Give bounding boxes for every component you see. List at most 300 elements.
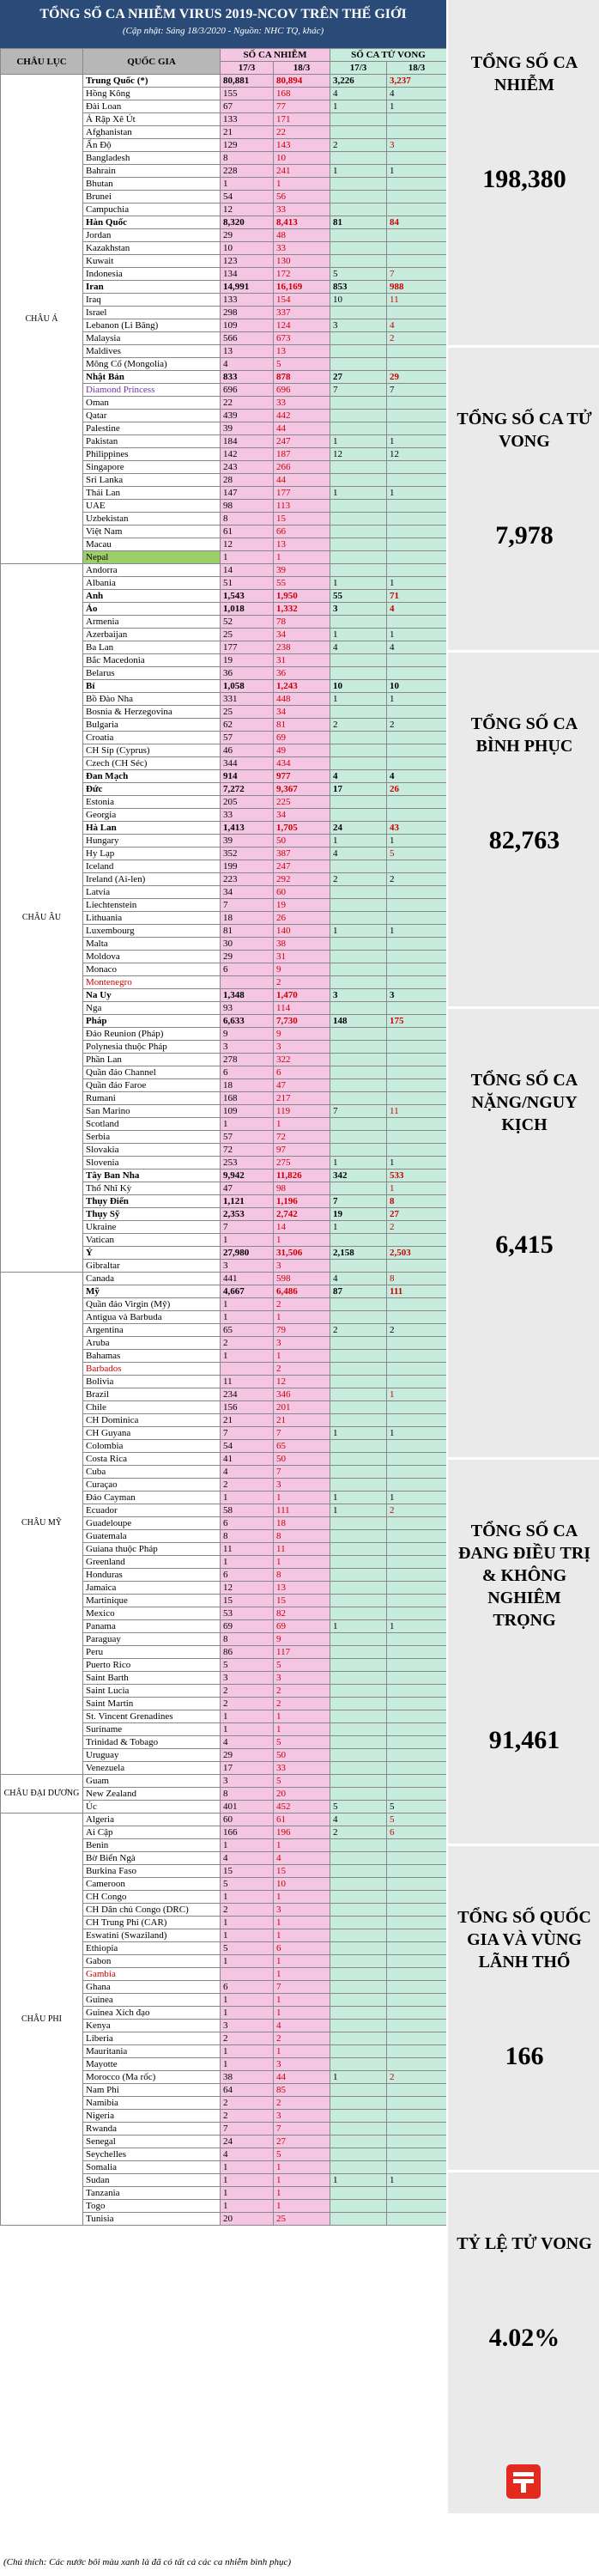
deaths-18-3 <box>387 1878 447 1891</box>
deaths-18-3 <box>387 1852 447 1865</box>
deaths-17-3 <box>330 410 387 422</box>
deaths-17-3 <box>330 1569 387 1582</box>
infected-18-3: 50 <box>274 835 330 848</box>
deaths-18-3 <box>387 616 447 629</box>
deaths-17-3 <box>330 461 387 474</box>
deaths-17-3: 27 <box>330 371 387 384</box>
date-header: 17/3 <box>221 62 274 75</box>
deaths-18-3: 1 <box>387 835 447 848</box>
deaths-17-3 <box>330 242 387 255</box>
infected-17-3: 7 <box>221 899 274 912</box>
country-name: Georgia <box>83 809 221 822</box>
country-name: Morocco (Ma rốc) <box>83 2071 221 2084</box>
deaths-17-3 <box>330 2110 387 2123</box>
deaths-18-3 <box>387 126 447 139</box>
deaths-18-3 <box>387 1414 447 1427</box>
country-name: Nga <box>83 1002 221 1015</box>
deaths-18-3: 3 <box>387 989 447 1002</box>
deaths-18-3: 2 <box>387 1221 447 1234</box>
summary-value: 82,763 <box>488 826 560 854</box>
infected-17-3: 1 <box>221 2058 274 2071</box>
deaths-18-3 <box>387 1942 447 1955</box>
deaths-17-3 <box>330 667 387 680</box>
deaths-17-3 <box>330 152 387 165</box>
infected-18-3: 1 <box>274 2161 330 2174</box>
country-name: Maldives <box>83 345 221 358</box>
country-name: Nigeria <box>83 2110 221 2123</box>
infected-18-3: 56 <box>274 191 330 204</box>
country-name: Việt Nam <box>83 526 221 538</box>
country-name: Bỉ <box>83 680 221 693</box>
deaths-18-3: 1 <box>387 1182 447 1195</box>
infected-18-3: 50 <box>274 1749 330 1762</box>
country-name: Na Uy <box>83 989 221 1002</box>
infected-18-3: 36 <box>274 667 330 680</box>
country-name: Bờ Biển Ngà <box>83 1852 221 1865</box>
deaths-17-3 <box>330 1066 387 1079</box>
infected-17-3: 147 <box>221 487 274 500</box>
infected-18-3: 3 <box>274 1904 330 1917</box>
deaths-18-3 <box>387 1904 447 1917</box>
infected-17-3: 13 <box>221 345 274 358</box>
country-name: Barbados <box>83 1363 221 1376</box>
deaths-18-3 <box>387 1633 447 1646</box>
country-name: Đảo Cayman <box>83 1492 221 1504</box>
infected-17-3: 177 <box>221 641 274 654</box>
country-name: Azerbaijan <box>83 629 221 641</box>
infected-17-3: 29 <box>221 1749 274 1762</box>
infected-18-3: 44 <box>274 474 330 487</box>
infected-17-3: 8 <box>221 513 274 526</box>
infected-17-3: 93 <box>221 1002 274 1015</box>
infected-18-3: 9 <box>274 1028 330 1041</box>
infected-17-3: 123 <box>221 255 274 268</box>
infected-17-3: 4,667 <box>221 1285 274 1298</box>
infected-17-3: 1 <box>221 1118 274 1131</box>
infected-18-3: 19 <box>274 899 330 912</box>
deaths-18-3 <box>387 1659 447 1672</box>
deaths-17-3 <box>330 229 387 242</box>
page-title: TỔNG SỐ CA NHIỄM VIRUS 2019-NCOV TRÊN THẾ GIỚI <box>39 7 407 21</box>
deaths-18-3 <box>387 513 447 526</box>
infected-18-3: 38 <box>274 938 330 951</box>
country-name: Guadeloupe <box>83 1517 221 1530</box>
country-name: Đức <box>83 783 221 796</box>
infected-17-3: 133 <box>221 113 274 126</box>
country-name: Đan Mạch <box>83 770 221 783</box>
deaths-18-3 <box>387 1917 447 1929</box>
infected-18-3: 34 <box>274 629 330 641</box>
infected-18-3: 66 <box>274 526 330 538</box>
deaths-18-3 <box>387 255 447 268</box>
deaths-18-3: 11 <box>387 294 447 307</box>
infected-18-3: 3 <box>274 1041 330 1054</box>
deaths-17-3 <box>330 1530 387 1543</box>
country-name: Guinea <box>83 1994 221 2007</box>
country-name: Sri Lanka <box>83 474 221 487</box>
infected-18-3: 143 <box>274 139 330 152</box>
deaths-18-3 <box>387 912 447 925</box>
deaths-17-3 <box>330 2045 387 2058</box>
infected-18-3: 171 <box>274 113 330 126</box>
column-header-infected: SỐ CA NHIỄM <box>221 49 330 62</box>
country-name: Áo <box>83 603 221 616</box>
country-name: Antigua và Barbuda <box>83 1311 221 1324</box>
deaths-18-3 <box>387 397 447 410</box>
infected-17-3: 17 <box>221 1762 274 1775</box>
infected-18-3: 33 <box>274 204 330 216</box>
infected-18-3: 275 <box>274 1157 330 1170</box>
country-name: Jamaica <box>83 1582 221 1595</box>
infected-17-3: 1 <box>221 2200 274 2213</box>
deaths-17-3: 19 <box>330 1208 387 1221</box>
deaths-18-3 <box>387 899 447 912</box>
deaths-18-3 <box>387 1234 447 1247</box>
country-name: Qatar <box>83 410 221 422</box>
deaths-17-3 <box>330 1698 387 1710</box>
infected-17-3: 1 <box>221 2174 274 2187</box>
deaths-18-3: 7 <box>387 384 447 397</box>
deaths-18-3 <box>387 1955 447 1968</box>
infected-18-3: 16,169 <box>274 281 330 294</box>
data-table-container <box>0 48 446 2226</box>
country-name: Albania <box>83 577 221 590</box>
country-name: CH Guyana <box>83 1427 221 1440</box>
infected-17-3: 2 <box>221 1479 274 1492</box>
deaths-17-3 <box>330 1582 387 1595</box>
country-name: Israel <box>83 307 221 319</box>
country-name: Uzbekistan <box>83 513 221 526</box>
infected-17-3: 7,272 <box>221 783 274 796</box>
infected-18-3: 117 <box>274 1646 330 1659</box>
infected-17-3: 441 <box>221 1273 274 1285</box>
infected-18-3: 8 <box>274 1569 330 1582</box>
country-name: Nhật Bản <box>83 371 221 384</box>
infected-18-3: 1 <box>274 1350 330 1363</box>
deaths-18-3 <box>387 538 447 551</box>
country-name: Curaçao <box>83 1479 221 1492</box>
deaths-18-3 <box>387 744 447 757</box>
infected-18-3: 15 <box>274 1595 330 1607</box>
summary-box <box>448 0 599 348</box>
infected-18-3: 1 <box>274 2187 330 2200</box>
infected-18-3: 1 <box>274 551 330 564</box>
deaths-17-3 <box>330 1466 387 1479</box>
infected-18-3: 18 <box>274 1517 330 1530</box>
infected-18-3: 13 <box>274 538 330 551</box>
summary-panel <box>446 0 599 2516</box>
infected-17-3 <box>221 1968 274 1981</box>
country-name: Gabon <box>83 1955 221 1968</box>
infected-18-3: 79 <box>274 1324 330 1337</box>
infected-17-3: 344 <box>221 757 274 770</box>
infected-17-3: 2,353 <box>221 1208 274 1221</box>
infected-17-3: 168 <box>221 1092 274 1105</box>
infected-18-3: 238 <box>274 641 330 654</box>
deaths-17-3: 10 <box>330 680 387 693</box>
infected-17-3: 7 <box>221 1427 274 1440</box>
infected-18-3: 113 <box>274 500 330 513</box>
country-name: Mexico <box>83 1607 221 1620</box>
infected-18-3: 15 <box>274 1865 330 1878</box>
infected-18-3: 3 <box>274 1479 330 1492</box>
deaths-18-3 <box>387 796 447 809</box>
deaths-17-3: 1 <box>330 577 387 590</box>
deaths-17-3 <box>330 126 387 139</box>
country-name: Brazil <box>83 1388 221 1401</box>
infected-18-3: 201 <box>274 1401 330 1414</box>
deaths-17-3 <box>330 1968 387 1981</box>
infected-17-3: 7 <box>221 1221 274 1234</box>
infected-17-3: 7 <box>221 2123 274 2136</box>
infected-18-3: 50 <box>274 1453 330 1466</box>
deaths-17-3: 1 <box>330 693 387 706</box>
deaths-17-3 <box>330 2084 387 2097</box>
country-name: Thổ Nhĩ Kỳ <box>83 1182 221 1195</box>
deaths-17-3 <box>330 1852 387 1865</box>
infected-17-3: 80,881 <box>221 75 274 88</box>
deaths-17-3 <box>330 307 387 319</box>
deaths-18-3 <box>387 1723 447 1736</box>
infected-18-3: 172 <box>274 268 330 281</box>
deaths-17-3 <box>330 513 387 526</box>
country-name: Macau <box>83 538 221 551</box>
deaths-18-3: 4 <box>387 770 447 783</box>
country-name: Pháp <box>83 1015 221 1028</box>
infected-17-3: 25 <box>221 706 274 719</box>
infected-18-3: 65 <box>274 1440 330 1453</box>
country-name: Eswatini (Swaziland) <box>83 1929 221 1942</box>
infected-18-3: 5 <box>274 1775 330 1788</box>
infected-18-3: 1 <box>274 178 330 191</box>
infected-18-3: 387 <box>274 848 330 860</box>
infected-18-3: 77 <box>274 100 330 113</box>
infected-17-3: 12 <box>221 204 274 216</box>
deaths-17-3 <box>330 2148 387 2161</box>
deaths-18-3: 2 <box>387 1324 447 1337</box>
deaths-17-3: 1 <box>330 100 387 113</box>
deaths-17-3 <box>330 1054 387 1066</box>
deaths-17-3 <box>330 1607 387 1620</box>
deaths-18-3 <box>387 1685 447 1698</box>
infected-18-3: 154 <box>274 294 330 307</box>
deaths-17-3 <box>330 1376 387 1388</box>
infected-17-3: 4 <box>221 2148 274 2161</box>
infected-17-3: 28 <box>221 474 274 487</box>
infected-17-3: 109 <box>221 1105 274 1118</box>
country-name: Palestine <box>83 422 221 435</box>
country-name: San Marino <box>83 1105 221 1118</box>
deaths-18-3 <box>387 1672 447 1685</box>
deaths-17-3 <box>330 1994 387 2007</box>
deaths-17-3 <box>330 1118 387 1131</box>
infected-18-3: 33 <box>274 1762 330 1775</box>
infected-17-3: 98 <box>221 500 274 513</box>
infected-17-3: 1 <box>221 1917 274 1929</box>
infected-18-3: 44 <box>274 2071 330 2084</box>
cases-table <box>0 48 447 2226</box>
infected-18-3: 1,470 <box>274 989 330 1002</box>
deaths-17-3 <box>330 1440 387 1453</box>
infected-18-3: 266 <box>274 461 330 474</box>
infected-18-3: 1 <box>274 1311 330 1324</box>
country-name: Greenland <box>83 1556 221 1569</box>
country-name: Iraq <box>83 294 221 307</box>
deaths-18-3 <box>387 2136 447 2148</box>
country-name: Lebanon (Li Băng) <box>83 319 221 332</box>
infected-17-3: 2 <box>221 2097 274 2110</box>
continent-label: CHÂU MỸ <box>1 1273 83 1775</box>
deaths-18-3 <box>387 307 447 319</box>
country-name: Saint Barth <box>83 1672 221 1685</box>
deaths-17-3 <box>330 1839 387 1852</box>
infected-18-3: 97 <box>274 1144 330 1157</box>
deaths-17-3: 853 <box>330 281 387 294</box>
country-name: Quần đảo Virgin (Mỹ) <box>83 1298 221 1311</box>
infected-18-3: 72 <box>274 1131 330 1144</box>
infected-18-3: 80,894 <box>274 75 330 88</box>
infected-18-3: 1 <box>274 2200 330 2213</box>
infected-18-3: 124 <box>274 319 330 332</box>
deaths-17-3 <box>330 538 387 551</box>
infected-17-3: 4 <box>221 1736 274 1749</box>
infected-17-3: 9 <box>221 1028 274 1041</box>
infected-18-3: 140 <box>274 925 330 938</box>
infected-17-3: 401 <box>221 1801 274 1814</box>
deaths-18-3 <box>387 2020 447 2032</box>
deaths-17-3 <box>330 1659 387 1672</box>
infected-18-3: 1 <box>274 1492 330 1504</box>
deaths-17-3 <box>330 332 387 345</box>
infected-18-3: 9 <box>274 963 330 976</box>
deaths-17-3 <box>330 744 387 757</box>
deaths-17-3 <box>330 1672 387 1685</box>
header <box>0 0 446 48</box>
infected-18-3: 13 <box>274 1582 330 1595</box>
infected-17-3: 33 <box>221 809 274 822</box>
country-name: Guiana thuộc Pháp <box>83 1543 221 1556</box>
infected-18-3: 81 <box>274 719 330 732</box>
deaths-17-3 <box>330 1131 387 1144</box>
infected-18-3: 5 <box>274 1659 330 1672</box>
deaths-17-3 <box>330 1028 387 1041</box>
deaths-17-3: 1 <box>330 2174 387 2187</box>
deaths-18-3: 3 <box>387 139 447 152</box>
deaths-18-3 <box>387 1350 447 1363</box>
deaths-17-3: 1 <box>330 487 387 500</box>
country-name: Guam <box>83 1775 221 1788</box>
infected-17-3: 3 <box>221 1672 274 1685</box>
infected-17-3: 60 <box>221 1814 274 1826</box>
infected-17-3: 10 <box>221 242 274 255</box>
infected-18-3: 33 <box>274 397 330 410</box>
infected-17-3: 12 <box>221 1582 274 1595</box>
country-name: Nam Phi <box>83 2084 221 2097</box>
deaths-18-3 <box>387 1440 447 1453</box>
country-name: Algeria <box>83 1814 221 1826</box>
deaths-18-3: 5 <box>387 1814 447 1826</box>
infected-17-3: 14,991 <box>221 281 274 294</box>
infected-17-3: 15 <box>221 1595 274 1607</box>
deaths-17-3 <box>330 1363 387 1376</box>
deaths-17-3 <box>330 2136 387 2148</box>
date-header: 18/3 <box>274 62 330 75</box>
infected-18-3: 1,705 <box>274 822 330 835</box>
infected-17-3: 133 <box>221 294 274 307</box>
deaths-17-3 <box>330 1788 387 1801</box>
infected-17-3: 57 <box>221 1131 274 1144</box>
country-name: Serbia <box>83 1131 221 1144</box>
deaths-18-3 <box>387 1079 447 1092</box>
infected-18-3: 977 <box>274 770 330 783</box>
deaths-18-3: 27 <box>387 1208 447 1221</box>
country-name: Scotland <box>83 1118 221 1131</box>
country-name: Peru <box>83 1646 221 1659</box>
deaths-18-3 <box>387 113 447 126</box>
deaths-17-3: 1 <box>330 835 387 848</box>
infected-18-3: 61 <box>274 1814 330 1826</box>
deaths-17-3 <box>330 1041 387 1054</box>
country-name: Monaco <box>83 963 221 976</box>
country-name: Bahrain <box>83 165 221 178</box>
deaths-17-3: 5 <box>330 268 387 281</box>
deaths-18-3 <box>387 938 447 951</box>
infected-17-3: 29 <box>221 229 274 242</box>
deaths-18-3: 175 <box>387 1015 447 1028</box>
deaths-17-3 <box>330 938 387 951</box>
infected-17-3: 1 <box>221 2161 274 2174</box>
deaths-18-3 <box>387 1066 447 1079</box>
infected-17-3: 2 <box>221 1337 274 1350</box>
infected-17-3: 41 <box>221 1453 274 1466</box>
country-name: Rwanda <box>83 2123 221 2136</box>
infected-18-3: 34 <box>274 706 330 719</box>
infected-18-3: 1 <box>274 1994 330 2007</box>
deaths-18-3 <box>387 2110 447 2123</box>
infected-17-3: 1 <box>221 1298 274 1311</box>
summary-box <box>448 1460 599 1846</box>
country-name: Hungary <box>83 835 221 848</box>
deaths-17-3 <box>330 564 387 577</box>
deaths-17-3: 2 <box>330 719 387 732</box>
infected-18-3: 47 <box>274 1079 330 1092</box>
country-name: Hồng Kông <box>83 88 221 100</box>
deaths-17-3: 87 <box>330 1285 387 1298</box>
country-name: Pakistan <box>83 435 221 448</box>
infected-18-3: 5 <box>274 1736 330 1749</box>
country-name: Bolivia <box>83 1376 221 1388</box>
country-name: Gibraltar <box>83 1260 221 1273</box>
footnote: (Chú thích: Các nước bôi màu xanh là đã có tất cả các ca nhiễm bình phục) <box>3 2557 292 2567</box>
deaths-18-3: 2,503 <box>387 1247 447 1260</box>
country-name: Canada <box>83 1273 221 1285</box>
deaths-18-3: 26 <box>387 783 447 796</box>
deaths-18-3: 1 <box>387 2174 447 2187</box>
infected-18-3: 1 <box>274 1917 330 1929</box>
infected-18-3: 448 <box>274 693 330 706</box>
deaths-17-3 <box>330 860 387 873</box>
deaths-17-3 <box>330 1092 387 1105</box>
infected-17-3: 46 <box>221 744 274 757</box>
infected-18-3: 60 <box>274 886 330 899</box>
deaths-17-3: 1 <box>330 2071 387 2084</box>
deaths-18-3 <box>387 1054 447 1066</box>
deaths-17-3: 5 <box>330 1801 387 1814</box>
country-name: Hàn Quốc <box>83 216 221 229</box>
infected-17-3: 1 <box>221 178 274 191</box>
table-row <box>1 1775 447 1788</box>
deaths-18-3 <box>387 1041 447 1054</box>
